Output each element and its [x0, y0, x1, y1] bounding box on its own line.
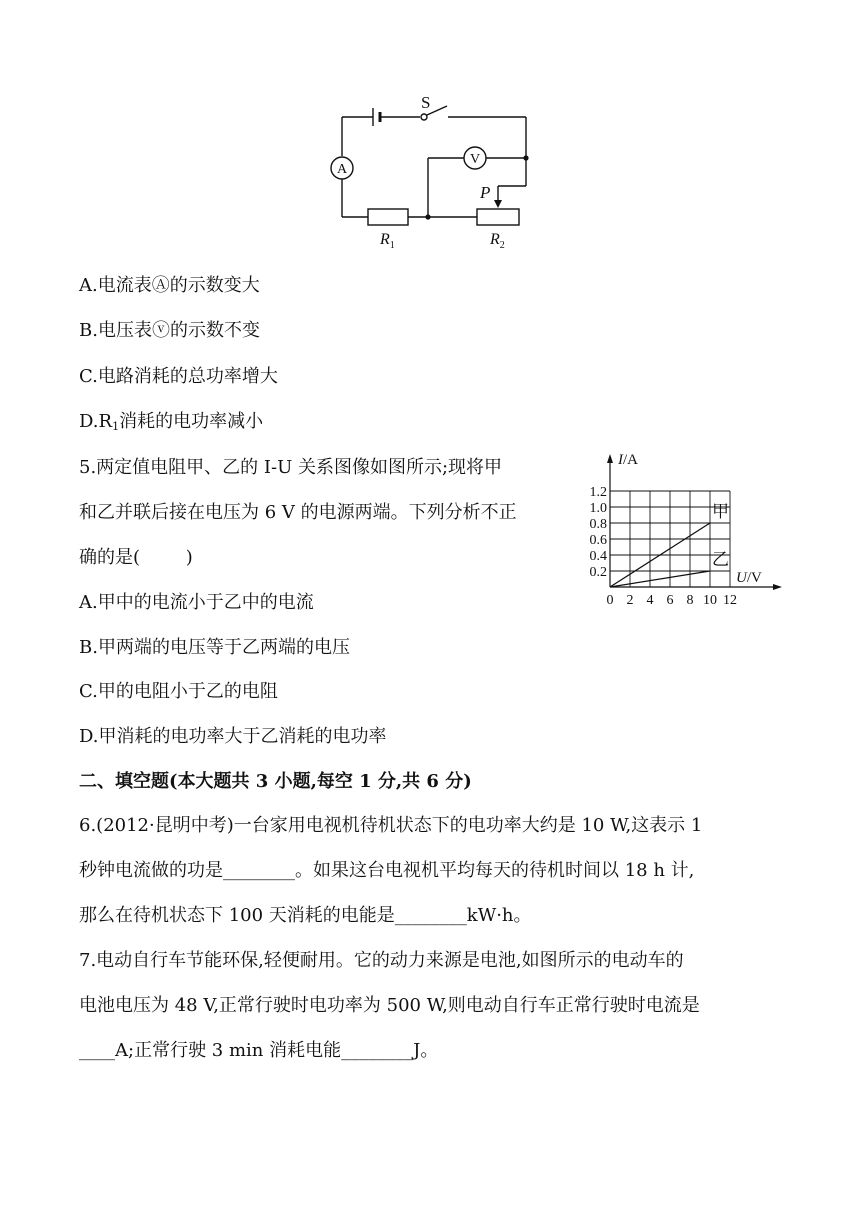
x-tick-label: 12	[723, 593, 737, 608]
q4-option-b: B.电压表ⓥ的示数不变	[79, 320, 260, 341]
x-tick-label: 0	[606, 593, 614, 608]
q7-line1: 7.电动自行车节能环保,轻便耐用。它的动力来源是电池,如图所示的电动车的	[79, 950, 684, 971]
q6-line2: 秒钟电流做的功是________。如果这台电视机平均每天的待机时间以 18 h 计,	[79, 860, 695, 881]
y-tick-label: 0.2	[589, 565, 607, 580]
section2-heading: 二、填空题(本大题共 3 小题,每空 1 分,共 6 分)	[79, 771, 472, 792]
q7-line3: ____A;正常行驶 3 min 消耗电能________J。	[79, 1040, 439, 1061]
slider-label: P	[480, 183, 491, 202]
y-axis-arrow	[607, 454, 613, 463]
y-tick-label: 1.2	[589, 485, 607, 500]
q4-option-d: $D.R_1$消耗的电功率减小	[79, 411, 264, 433]
q5-stem-line1: 5.两定值电阻甲、乙的 I-U 关系图像如图所示;现将甲	[79, 457, 503, 478]
switch-label: S	[421, 93, 431, 112]
q7-line2: 电池电压为 48 V,正常行驶时电功率为 500 W,则电动自行车正常行驶时电流是	[79, 995, 700, 1016]
y-tick-label: 1.0	[589, 501, 607, 516]
series-label: 乙	[712, 550, 729, 569]
q5-option-c: C.甲的电阻小于乙的电阻	[79, 681, 278, 702]
r1-label: $R_1$	[380, 231, 395, 251]
voltmeter-label: V	[469, 152, 481, 167]
y-tick-label: 0.6	[589, 533, 607, 548]
q5-stem-line2: 和乙并联后接在电压为 6 V 的电源两端。下列分析不正	[79, 502, 517, 523]
x-tick-label: 2	[626, 593, 634, 608]
circuit-diagram	[320, 88, 550, 258]
iu-chart	[580, 448, 790, 633]
q6-line1: 6.(2012·昆明中考)一台家用电视机待机状态下的电功率大约是 10 W,这表示 1	[79, 815, 703, 836]
q4-option-c: C.电路消耗的总功率增大	[79, 366, 278, 387]
y-axis-label: I/A	[618, 452, 638, 468]
q5-option-b: B.甲两端的电压等于乙两端的电压	[79, 637, 350, 658]
x-tick-label: 8	[686, 593, 694, 608]
q6-line3: 那么在待机状态下 100 天消耗的电能是________kW·h。	[79, 905, 532, 926]
y-tick-label: 0.4	[589, 549, 607, 564]
q5-option-a: A.甲中的电流小于乙中的电流	[79, 592, 314, 613]
x-tick-label: 4	[646, 593, 654, 608]
q4-option-a: A.电流表Ⓐ的示数变大	[79, 275, 260, 296]
series-line	[610, 571, 710, 587]
x-tick-label: 6	[666, 593, 674, 608]
x-tick-label: 10	[703, 593, 717, 608]
x-axis-label: U/V	[736, 570, 762, 586]
ammeter-label: A	[336, 162, 348, 177]
series-label: 甲	[712, 502, 729, 521]
q5-option-d: D.甲消耗的电功率大于乙消耗的电功率	[79, 726, 387, 747]
q5-stem-line3: 确的是( )	[79, 547, 193, 568]
x-axis-arrow	[773, 584, 782, 590]
y-tick-label: 0.8	[589, 517, 607, 532]
r2-label: $R_2$	[490, 231, 505, 251]
